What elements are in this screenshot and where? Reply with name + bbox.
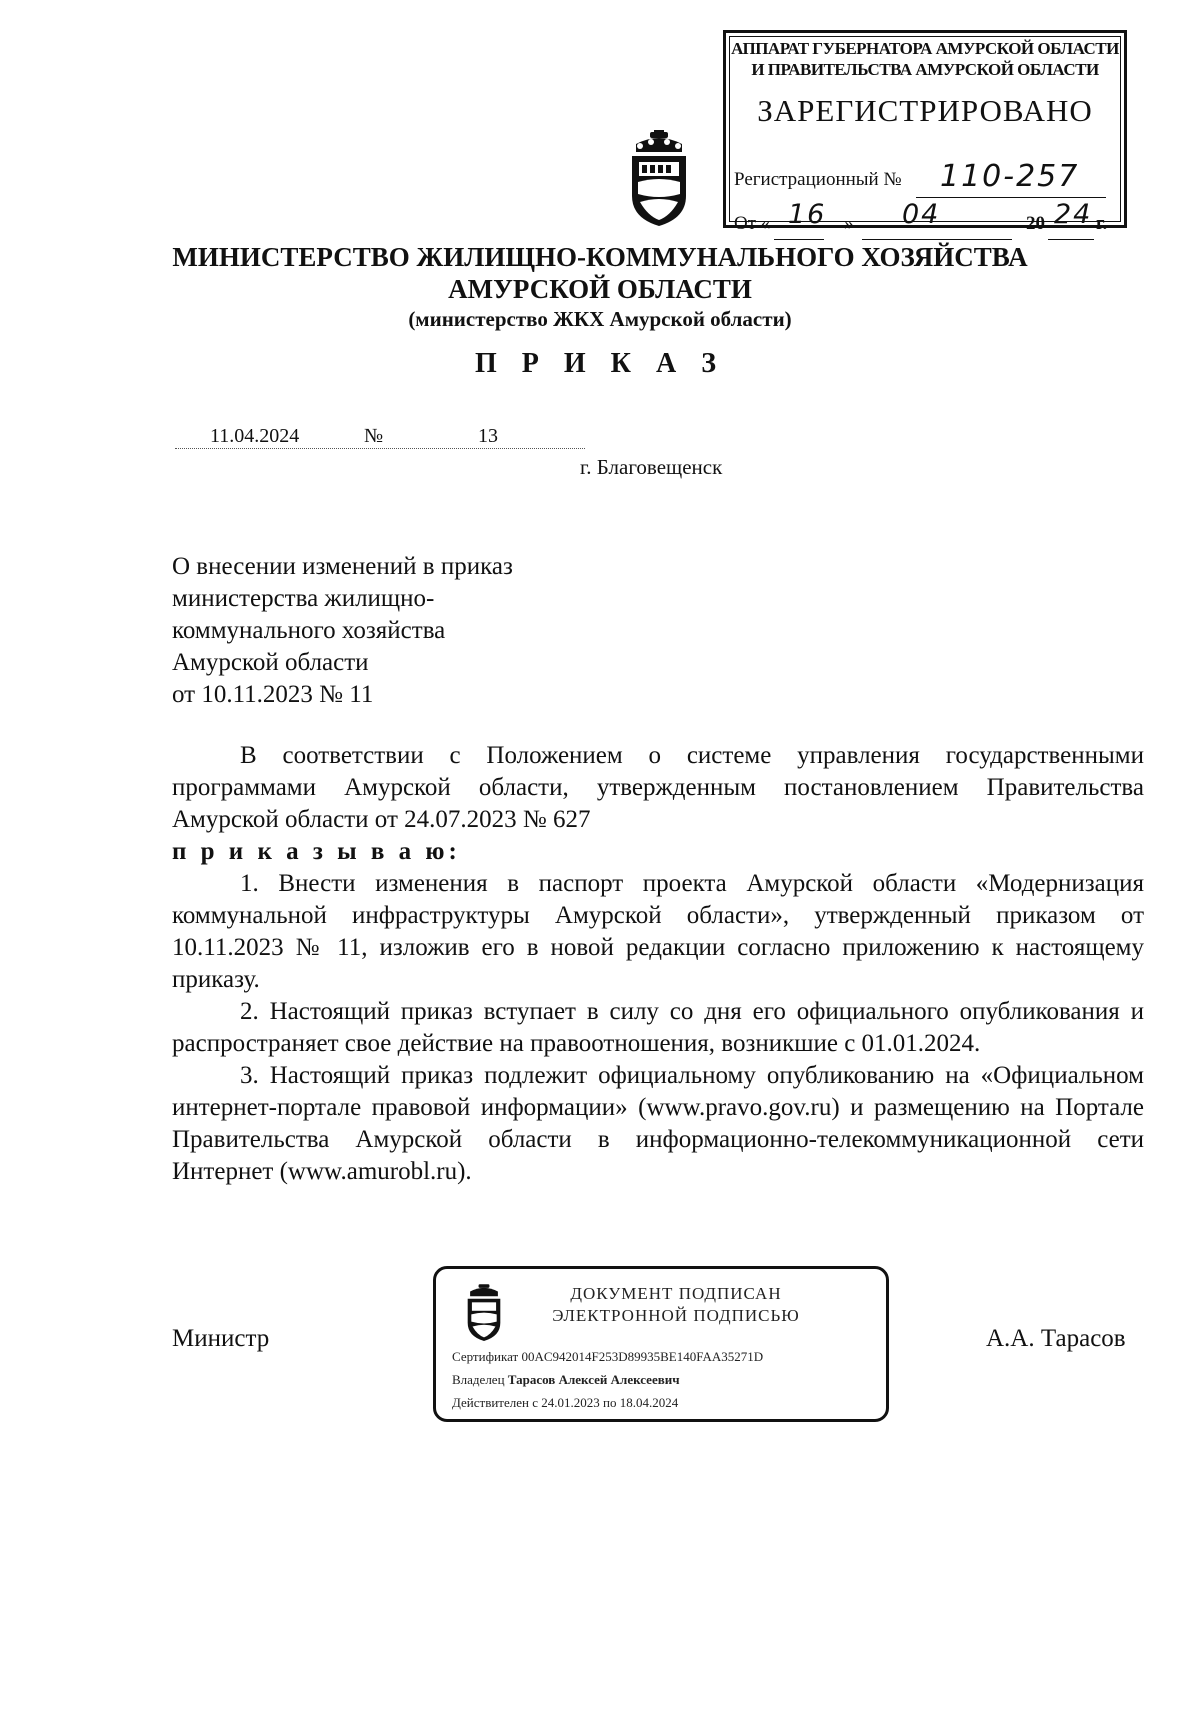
stamp-title: ЗАРЕГИСТРИРОВАНО: [757, 93, 1093, 128]
electronic-signature-stamp: [433, 1266, 889, 1422]
subject-line: от 10.11.2023 № 11: [172, 681, 374, 708]
ministry-name-line1: МИНИСТЕРСТВО ЖИЛИЩНО-КОММУНАЛЬНОГО ХОЗЯЙСТВА: [172, 242, 1028, 272]
signatory-position: Министр: [172, 1325, 270, 1352]
stamp-day-underline: [774, 239, 824, 240]
stamp-number-value: 110-257: [940, 159, 1080, 194]
order-date: 11.04.2024: [210, 425, 300, 447]
registration-stamp: [723, 30, 1127, 234]
signature-owner: Владелец Тарасов Алексей Алексеевич: [452, 1372, 680, 1387]
document-type-title: П Р И К А З: [475, 348, 725, 379]
order-number-label: №: [364, 425, 384, 447]
subject-line: О внесении изменений в приказ: [172, 553, 513, 580]
stamp-day: 16: [788, 199, 827, 230]
signatory-name: А.А. Тарасов: [986, 1325, 1126, 1352]
order-body: [172, 740, 1144, 1188]
stamp-year-underline: [1048, 239, 1094, 240]
order-city: г. Благовещенск: [580, 455, 723, 479]
stamp-year-unit: г.: [1096, 213, 1108, 234]
subject-line: министерства жилищно-: [172, 585, 435, 612]
coat-of-arms-emblem: [628, 130, 690, 231]
stamp-org-line1: АППАРАТ ГУБЕРНАТОРА АМУРСКОЙ ОБЛАСТИ: [731, 39, 1119, 58]
preamble-paragraph: В соответствии с Положением о системе управления государственными программами Амурской области, утвержденным постановлением Правительства Амурской области от 24.07.2023 № 627: [172, 742, 1144, 833]
subject-line: Амурской области: [172, 649, 369, 676]
stamp-date-label: От «: [734, 213, 771, 234]
signature-title: [536, 1283, 816, 1327]
stamp-org-line2: И ПРАВИТЕЛЬСТВА АМУРСКОЙ ОБЛАСТИ: [751, 60, 1099, 79]
stamp-number-underline: [916, 197, 1106, 198]
signature-title-line1: ДОКУМЕНТ ПОДПИСАН: [570, 1284, 782, 1303]
date-number-underline: [175, 448, 585, 449]
order-word: п р и к а з ы в а ю:: [172, 838, 461, 865]
stamp-number-label: Регистрационный №: [734, 169, 902, 190]
stamp-day-close: »: [844, 213, 854, 234]
signature-title-line2: ЭЛЕКТРОННОЙ ПОДПИСЬЮ: [552, 1306, 800, 1325]
order-item-1: 1. Внести изменения в паспорт проекта Амурской области «Модернизация коммунальной инфраструктуры Амурской области», утвержденный приказом от 10.11.2023 № 11, изложив его в новой редакции согласно приложению к настоящему приказу.: [172, 870, 1144, 993]
stamp-month: 04: [902, 199, 941, 230]
stamp-month-underline: [862, 239, 1012, 240]
subject-line: коммунального хозяйства: [172, 617, 446, 644]
order-subject: [172, 551, 513, 711]
stamp-year-suffix: 24: [1054, 199, 1093, 230]
order-number: 13: [478, 425, 498, 447]
order-item-3: 3. Настоящий приказ подлежит официальному опубликованию на «Официальном интернет-портале правовой информации» (www.pravo.gov.ru) и размещению на Портале Правительства Амурской области в информационно-телекоммуникационной сети Интернет (www.amurobl.ru).: [172, 1062, 1144, 1185]
stamp-year-prefix: 20: [1026, 213, 1045, 234]
signature-emblem-icon: [464, 1283, 504, 1346]
signature-validity: Действителен с 24.01.2023 по 18.04.2024: [452, 1395, 679, 1410]
ministry-short-name: (министерство ЖКХ Амурской области): [408, 307, 792, 331]
signature-certificate: Сертификат 00AC942014F253D89935BE140FAA35271D: [452, 1349, 764, 1364]
ministry-name-line2: АМУРСКОЙ ОБЛАСТИ: [448, 274, 752, 304]
order-item-2: 2. Настоящий приказ вступает в силу со дня его официального опубликования и распространяет свое действие на правоотношения, возникшие с 01.01.2024.: [172, 998, 1144, 1057]
